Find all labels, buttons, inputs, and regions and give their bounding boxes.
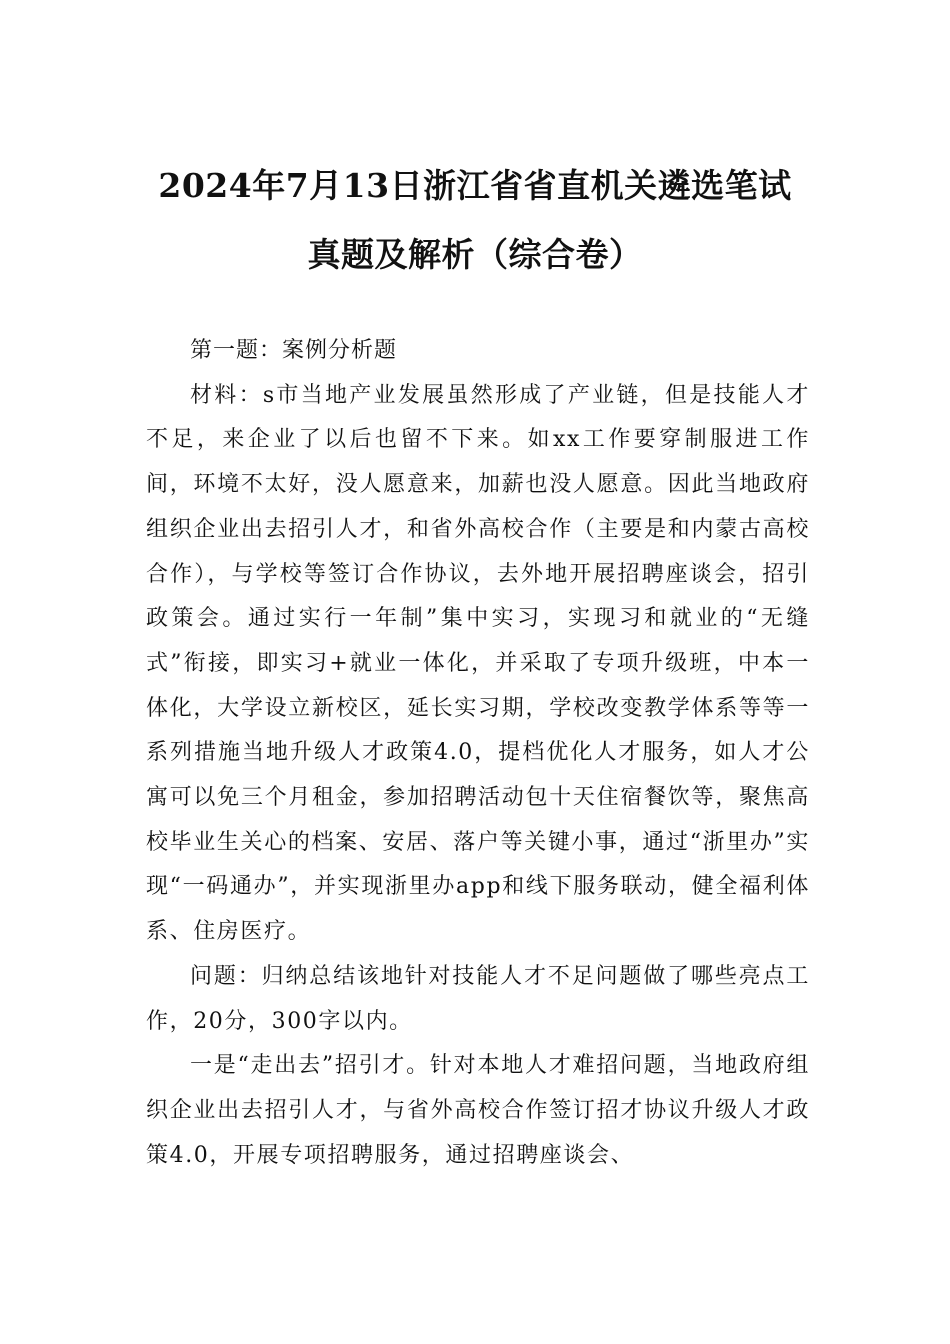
document-body [146,329,810,1178]
section-heading: 第一题：案例分析题 [190,338,398,363]
answer-paragraph: 一是“走出去”招引才。针对本地人才难招问题，当地政府组织企业出去招引人才，与省外高校合作签订招才协议升级人才政策4.0，开展专项招聘服务，通过招聘座谈会、 [146,1053,810,1168]
document-title-line-1: 2024年7月13日浙江省省直机关遴选笔试 [158,166,792,205]
question-paragraph: 问题：归纳总结该地针对技能人才不足问题做了哪些亮点工作，20分，300字以内。 [146,963,810,1034]
material-paragraph: 材料：s市当地产业发展虽然形成了产业链，但是技能人才不足，来企业了以后也留不下来。如xx工作要穿制服进工作间，环境不太好，没人愿意来，加薪也没人愿意。因此当地政府组织企业出去招引人才，和省外高校合作（主要是和内蒙古高校合作），与学校等签订合作协议，去外地开展招聘座谈会，招引政策会。通过实行一年制”集中实习，实现习和就业的“无缝式”衔接，即实习+就业一体化，并采取了专项升级班，中本一体化，大学设立新校区，延长实习期，学校改变教学体系等等一系列措施当地升级人才政策4.0，提档优化人才服务，如人才公寓可以免三个月租金，参加招聘活动包十天住宿餐饮等，聚焦高校毕业生关心的档案、安居、落户等关键小事，通过“浙里办”实现“一码通办”，并实现浙里办app和线下服务联动，健全福利体系、住房医疗。 [146,382,810,945]
document-title-line-2: 真题及解析（综合卷） [307,235,643,274]
